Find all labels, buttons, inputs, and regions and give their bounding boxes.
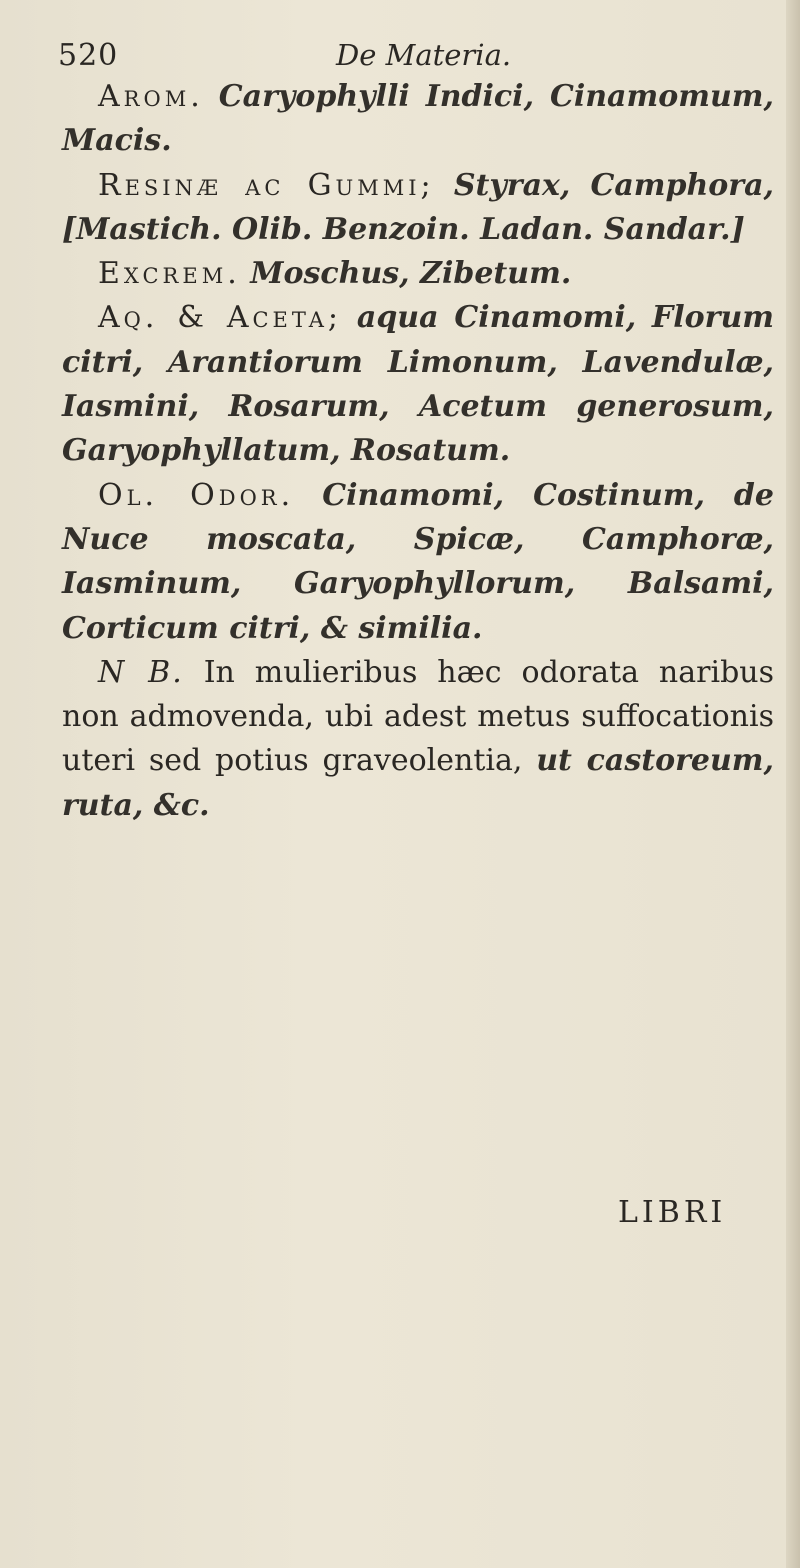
main-text bbox=[62, 75, 774, 828]
entry-label: Resinæ ac Gummi; bbox=[98, 167, 435, 203]
catchword: LIBRI bbox=[618, 1195, 727, 1230]
entry-aquae bbox=[62, 296, 774, 473]
entry-text: Moschus, Zibetum. bbox=[250, 256, 572, 292]
entry-text: Cinamomi, Costinum, de Nuce moscata, Spicæ, Camphoræ, Iasminum, Garyophyllorum, Balsami, Corticum citri, & similia. bbox=[62, 477, 774, 646]
nota-bene bbox=[62, 651, 774, 828]
entry-text: aqua Cinamomi, Florum citri, Arantiorum Limonum, Lavendulæ, Iasmini, Rosarum, Acetum generosum, Garyophyllatum, Rosatum. bbox=[62, 300, 775, 469]
entry-label: Ol. Odor. bbox=[98, 477, 295, 513]
entry-text: Caryophylli Indici, Cinamomum, Macis. bbox=[62, 79, 774, 159]
page-edge bbox=[786, 0, 800, 1568]
entry-text: Styrax, Camphora, [Mastich. Olib. Benzoin. Ladan. Sandar.] bbox=[62, 167, 774, 247]
entry-excrementa bbox=[62, 252, 774, 296]
entry-label: Arom. bbox=[98, 79, 204, 114]
note-text: In mulieribus hæc odorata naribus non admovenda, ubi adest metus suffocationis uteri sed potius graveolentia, bbox=[62, 654, 774, 779]
entry-resinae bbox=[62, 164, 774, 253]
note-text-italic: ut castoreum, ruta, &c. bbox=[62, 743, 774, 823]
entry-label: Aq. & Aceta; bbox=[98, 300, 343, 336]
entry-label: Excrem. bbox=[98, 256, 241, 292]
page-number: 520 bbox=[58, 38, 119, 73]
page-header bbox=[58, 38, 758, 78]
entry-olea bbox=[62, 474, 774, 651]
entry-aromata bbox=[62, 75, 774, 164]
running-title: De Materia. bbox=[336, 38, 512, 72]
note-label: N B. bbox=[98, 654, 184, 690]
